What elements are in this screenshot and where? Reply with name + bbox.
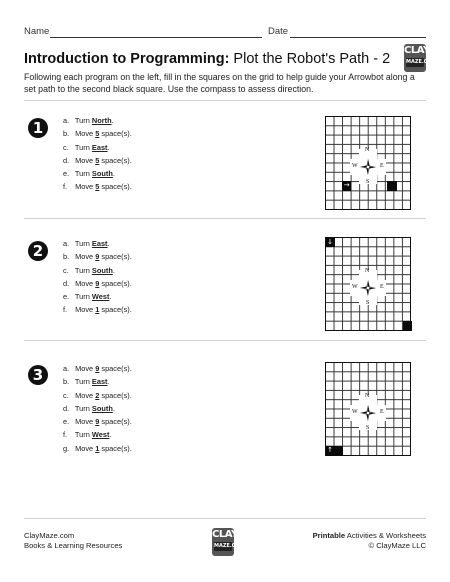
compass: N S W E [348,268,388,308]
step: b. Move 9 space(s). [63,252,132,262]
step: d. Move 9 space(s). [63,278,132,288]
program-steps-3 [63,362,132,455]
step: d. Move 5 space(s). [63,155,132,165]
page-title [24,51,390,67]
date-label: Date [268,26,289,37]
step: d. Turn South. [63,403,115,413]
step: c. Turn South. [63,265,115,275]
step: c. Turn East. [63,142,110,152]
compass-rose-icon [360,159,376,175]
divider [24,218,426,219]
step: e. Turn South. [63,169,115,179]
problem-number-2: 2 [28,241,48,261]
compass: N S W E [348,393,388,433]
divider [24,100,426,101]
goal-square [403,321,412,331]
instructions: Following each program on the left, fill in the squares on the grid to help guide your Arrowbot along a set path to the second black square. Use the compass to assess direction. [24,72,415,94]
step: a. Turn North. [63,116,114,125]
problem-number-1: 1 [28,118,48,138]
step: f. Move 1 space(s). [63,305,132,315]
name-date-row [24,26,426,40]
step: g. Move 1 space(s). [63,443,132,453]
path-grid-3[interactable] [325,362,411,456]
path-grid-1[interactable] [325,116,411,210]
title-rest: Plot the Robot's Path - 2 [229,51,391,67]
step: c. Move 2 space(s). [63,390,132,400]
problem-number-3: 3 [28,365,48,385]
goal-square [387,181,396,191]
footer-site[interactable]: ClayMaze.com [24,531,75,540]
path-grid-2[interactable] [325,237,411,331]
step: a. Turn East. [63,239,110,248]
start-square-arrow-right: → [343,181,350,190]
compass-rose-icon [360,280,376,296]
claymaze-logo: CLAY MAZE.COM [212,528,234,556]
step: b. Move 5 space(s). [63,129,132,139]
step: a. Move 9 space(s). [63,364,132,373]
step: b. Turn East. [63,377,110,387]
title-bold: Introduction to Programming: [24,51,230,67]
step: f. Move 5 space(s). [63,182,132,192]
footer-printable: Printable Activities & Worksheets [312,531,426,540]
compass: N S W E [348,147,388,187]
start-square-arrow-down: ↓ [327,237,334,246]
step: e. Move 9 space(s). [63,417,132,427]
step: f. Turn West. [63,430,112,440]
program-steps-2 [63,237,132,317]
name-label: Name [24,26,50,37]
start-square-arrow-up: ↑ [327,446,334,455]
footer-left [24,531,122,551]
footer-copyright: © ClayMaze LLC [368,541,426,550]
goal-square [334,446,343,456]
step: e. Turn West. [63,292,112,302]
compass-rose-icon [360,405,376,421]
claymaze-logo: CLAY MAZE.COM [404,44,426,72]
footer-right [313,531,426,551]
name-line[interactable] [50,37,262,38]
divider [24,518,426,519]
footer-tagline: Books & Learning Resources [24,541,123,550]
divider [24,340,426,341]
program-steps-1 [63,114,132,194]
date-line[interactable] [290,37,426,38]
